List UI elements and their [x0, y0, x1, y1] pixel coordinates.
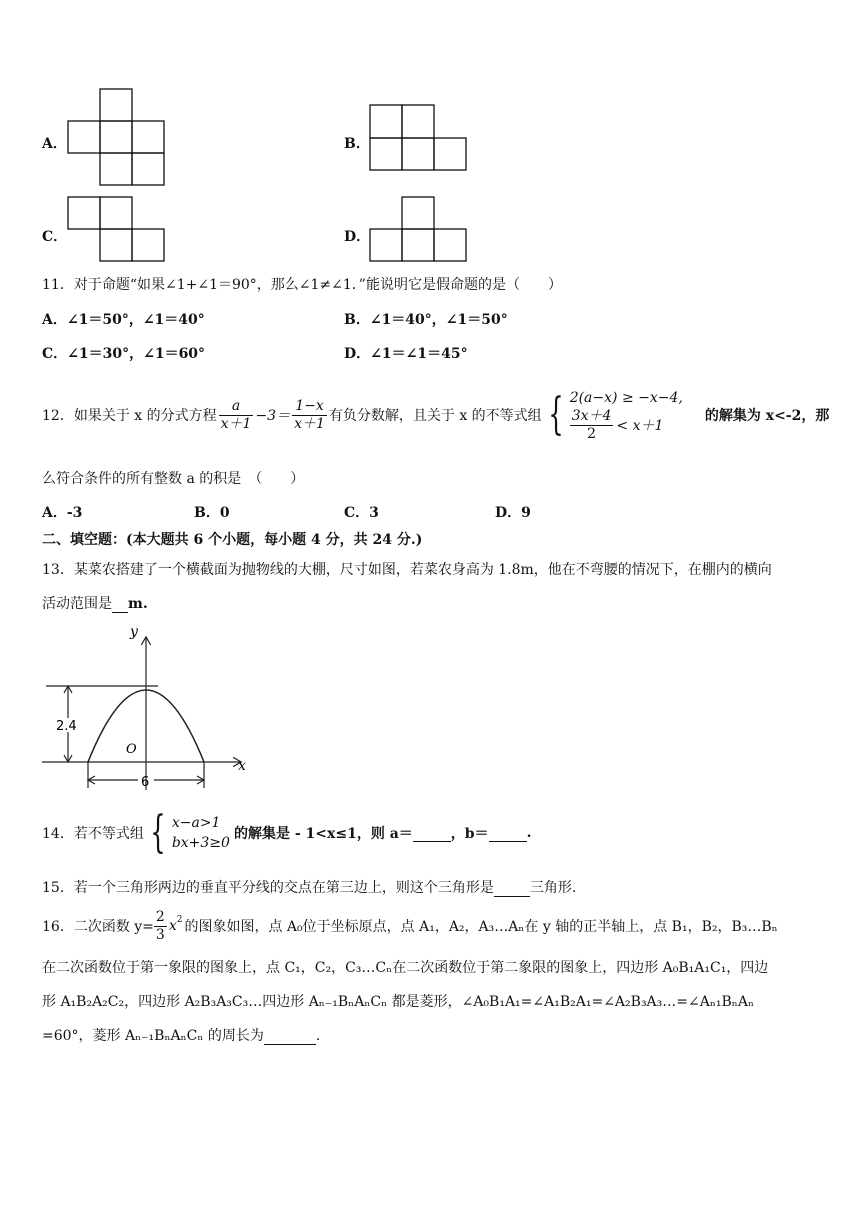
section-title-fill-in: 二、填空题：(本大题共 6 个小题，每小题 4 分，共 24 分.) [42, 532, 423, 548]
q12-frac1-num: a [219, 398, 254, 416]
net-figure-b [368, 103, 470, 173]
q13-answer-blank[interactable] [112, 596, 128, 613]
q12-option-b: B．0 [194, 505, 230, 521]
q14-ineq1: x−a>1 [171, 815, 221, 831]
q12-option-a: A．-3 [42, 505, 83, 521]
net-figure-c [66, 195, 168, 265]
option-c-label: C． [42, 229, 68, 245]
q14-system-brace: { [150, 807, 166, 858]
q13-line1: 13．某菜农搭建了一个横截面为抛物线的大棚，尺寸如图，若菜农身高为 1.8m，他在不弯腰的情况下，在棚内的横向 [42, 562, 772, 578]
q12-frac2-den: x＋1 [294, 415, 325, 432]
q15-pre: 15．若一个三角形两边的垂直平分线的交点在第三边上，则这个三角形是 [42, 880, 494, 896]
q16-pre: 16．二次函数 y= [42, 919, 154, 935]
q14-ineq2: bx+3≥0 [171, 835, 230, 851]
option-d-label: D． [344, 229, 371, 245]
q16-line1-rest: 的图象如图，点 A₀位于坐标原点，点 A₁，A₂，A₃…Aₙ在 y 轴的正半轴上，点 B₁，B₂，B₃…Bₙ [184, 919, 778, 935]
parabola-greenhouse-figure [38, 620, 258, 795]
q12-ineq2-rhs: < x＋1 [616, 418, 664, 434]
q12-line1 [42, 380, 829, 450]
q16-x-exponent: 2 [176, 915, 183, 925]
q12-option-d: D．9 [495, 505, 531, 521]
q16-line1 [42, 905, 778, 947]
q14-middle: 的解集是 - 1<x≤1，则 a＝ [233, 826, 413, 842]
fig-origin-label: O [126, 742, 137, 757]
q12-inequality-system [570, 388, 683, 443]
q16-frac-den: 3 [155, 926, 165, 943]
q12-ineq1: 2(a−x) ≥ −x−4, [569, 389, 683, 406]
q12-middle: 有负分数解，且关于 x 的不等式组 [328, 408, 542, 424]
net-figure-d [368, 195, 470, 265]
q13-line2-post: m. [128, 596, 148, 612]
fig-x-label: x [238, 758, 246, 774]
q16-line4-pre: =60°，菱形 Aₙ₋₁BₙAₙCₙ 的周长为 [42, 1028, 264, 1044]
q14-prefix: 14．若不等式组 [42, 826, 144, 842]
net-figure-a [66, 88, 168, 188]
q12-minus3: −3＝ [255, 408, 291, 424]
q12-ineq2-num: 3x＋4 [571, 407, 612, 424]
q16-line4-post: . [315, 1028, 321, 1044]
q12-option-c: C．3 [344, 505, 379, 521]
q11-option-a: A．∠1＝50°，∠1＝40° [42, 312, 205, 328]
option-b-label: B． [344, 136, 370, 152]
option-a-label: A． [42, 136, 67, 152]
q12-fraction-2 [292, 398, 327, 433]
q14-b-part: ，b＝ [450, 826, 489, 842]
q14-inequality-system [172, 813, 230, 853]
q14-end: . [526, 825, 532, 841]
q12-frac1-den: x＋1 [220, 415, 252, 432]
q11-option-c: C．∠1＝30°，∠1＝60° [42, 346, 206, 362]
fig-height-label: 2.4 [56, 719, 77, 734]
q12-suffix: 的解集为 x<-2，那 [704, 408, 830, 424]
q13-line2-pre: 活动范围是 [42, 596, 112, 612]
q11-option-d: D．∠1＝∠1＝45° [344, 346, 468, 362]
q16-x: x [168, 918, 177, 934]
q12-line2: 么符合条件的所有整数 a 的积是 （ ） [42, 471, 305, 487]
q12-frac2-num: 1−x [292, 398, 327, 416]
fig-y-label: y [130, 624, 138, 640]
q16-frac-num: 2 [155, 908, 165, 925]
q15-post: 三角形. [529, 880, 577, 896]
q16-line4 [42, 1025, 320, 1045]
q16-line3: 形 A₁B₂A₂C₂，四边形 A₂B₃A₃C₃…四边形 Aₙ₋₁BₙAₙCₙ 都是菱形，∠A₀B₁A₁=∠A₁B₂A₁=∠A₂B₃A₃…=∠Aₙ₁BₙAₙ [42, 994, 755, 1010]
q14-line [42, 808, 531, 858]
q15-line [42, 877, 576, 897]
q11-stem: 11．对于命题“如果∠1+∠1＝90°，那么∠1≠∠1．”能说明它是假命题的是（ ） [42, 277, 562, 293]
q12-ineq2-frac [570, 408, 614, 443]
q11-option-b: B．∠1＝40°，∠1＝50° [344, 312, 508, 328]
q12-system-brace: { [547, 389, 564, 440]
q12-prefix: 12．如果关于 x 的分式方程 [42, 408, 217, 424]
q16-answer-blank[interactable] [264, 1028, 316, 1045]
q14-answer-b[interactable] [489, 825, 527, 842]
q15-answer-blank[interactable] [494, 880, 530, 897]
q16-line2: 在二次函数位于第一象限的图象上，点 C₁，C₂，C₃…Cₙ在二次函数位于第二象限的图象上，四边形 A₀B₁A₁C₁，四边 [42, 960, 769, 976]
fig-width-label: 6 [141, 775, 150, 790]
q16-fraction [154, 909, 167, 944]
q12-fraction-1 [219, 398, 254, 433]
q13-line2 [42, 593, 148, 613]
q14-answer-a[interactable] [413, 825, 451, 842]
q12-ineq2-den: 2 [587, 425, 596, 442]
